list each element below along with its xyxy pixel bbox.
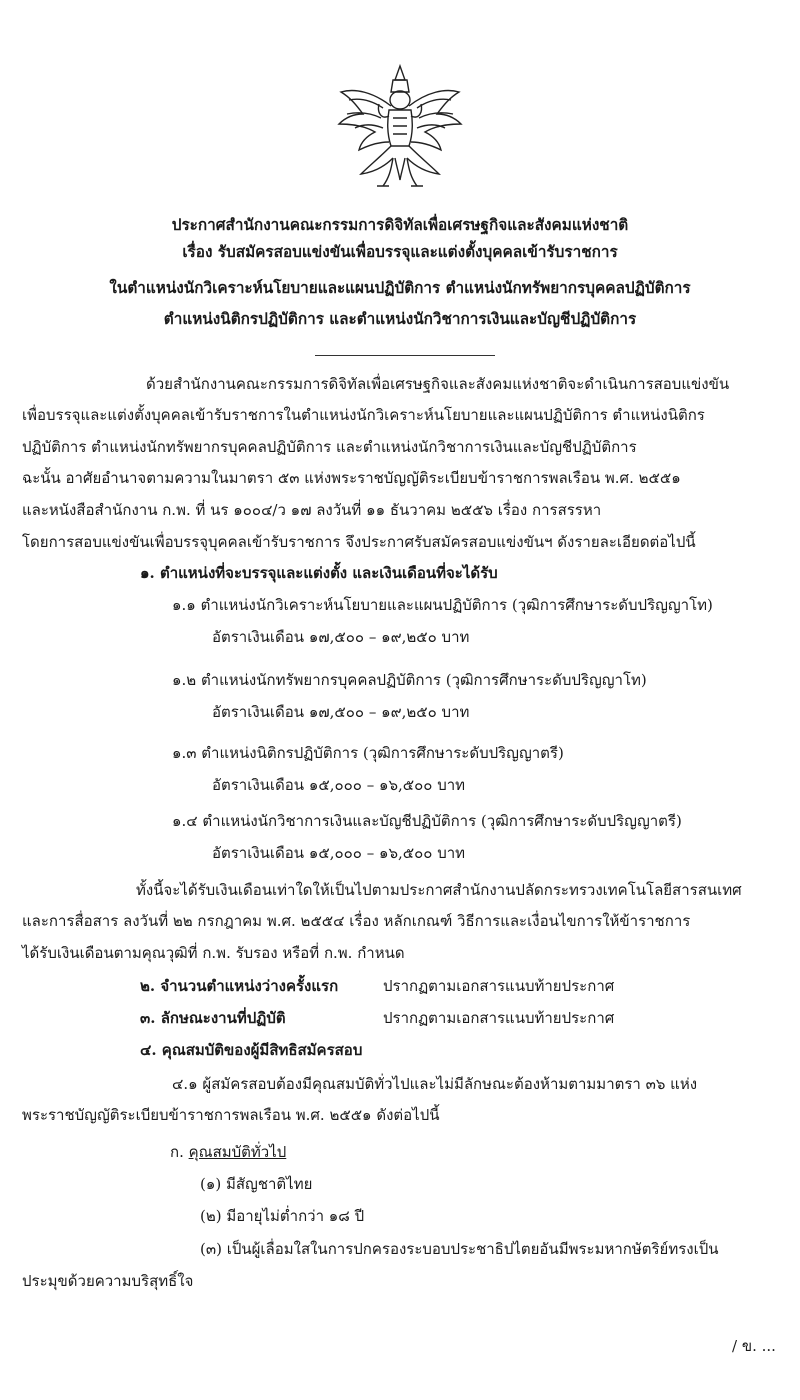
position-title: ๑.๒ ตำแหน่งนักทรัพยากรบุคคลปฏิบัติการ (วุฒิการศึกษาระดับปริญญาโท): [172, 671, 647, 689]
position-salary: อัตราเงินเดือน ๑๗,๕๐๐ – ๑๙,๒๕๐ บาท: [212, 703, 470, 721]
position-salary: อัตราเงินเดือน ๑๕,๐๐๐ – ๑๖,๕๐๐ บาท: [212, 776, 466, 794]
announcement-title-line-3: ในตำแหน่งนักวิเคราะห์นโยบายและแผนปฏิบัติการ ตำแหน่งนักทรัพยากรบุคคลปฏิบัติการ: [109, 278, 691, 297]
next-page-marker: / ข. ...: [732, 1337, 776, 1355]
position-title: ๑.๔ ตำแหน่งนักวิชาการเงินและบัญชีปฏิบัติการ (วุฒิการศึกษาระดับปริญญาตรี): [172, 812, 682, 830]
announcement-title-line-4: ตำแหน่งนิติกรปฏิบัติการ และตำแหน่งนักวิชาการเงินและบัญชีปฏิบัติการ: [163, 309, 637, 328]
section-4-heading: ๔. คุณสมบัติของผู้มีสิทธิสมัครสอบ: [140, 1041, 363, 1059]
salary-note-line: ทั้งนี้จะได้รับเงินเดือนเท่าใดให้เป็นไปตามประกาศสำนักงานปลัดกระทรวงเทคโนโลยีสารสนเทศ: [136, 881, 742, 899]
section-3-heading: ๓. ลักษณะงานที่ปฏิบัติ: [140, 1009, 286, 1027]
qualification-item: (๓) เป็นผู้เลื่อมใสในการปกครองระบอบประชาธิปไตยอันมีพระมหากษัตริย์ทรงเป็น: [200, 1240, 719, 1258]
intro-line: เพื่อบรรจุและแต่งตั้งบุคคลเข้ารับราชการในตำแหน่งนักวิเคราะห์นโยบายและแผนปฏิบัติการ ตำแหน่งนิติกร: [22, 406, 705, 424]
qualification-item: (๒) มีอายุไม่ต่ำกว่า ๑๘ ปี: [200, 1207, 365, 1225]
position-title: ๑.๑ ตำแหน่งนักวิเคราะห์นโยบายและแผนปฏิบัติการ (วุฒิการศึกษาระดับปริญญาโท): [172, 596, 713, 614]
subheading-text: คุณสมบัติทั่วไป: [188, 1143, 287, 1161]
title-divider: [315, 355, 495, 356]
section-4-paragraph-line: พระราชบัญญัติระเบียบข้าราชการพลเรือน พ.ศ. ๒๕๕๑ ดังต่อไปนี้: [22, 1106, 440, 1124]
salary-note-line: และการสื่อสาร ลงวันที่ ๒๒ กรกฎาคม พ.ศ. ๒๕๕๔ เรื่อง หลักเกณฑ์ วิธีการและเงื่อนไขการให้ข้าราชการ: [22, 912, 691, 930]
intro-line: และหนังสือสำนักงาน ก.พ. ที่ นร ๑๐๐๔/ว ๑๗ ลงวันที่ ๑๑ ธันวาคม ๒๕๕๖ เรื่อง การสรรหา: [22, 501, 602, 519]
qualification-item-continuation: ประมุขด้วยความบริสุทธิ์ใจ: [22, 1272, 194, 1290]
garuda-emblem-icon: [333, 62, 468, 192]
announcement-title-line-1: ประกาศสำนักงานคณะกรรมการดิจิทัลเพื่อเศรษฐกิจและสังคมแห่งชาติ: [171, 215, 629, 234]
position-salary: อัตราเงินเดือน ๑๕,๐๐๐ – ๑๖,๕๐๐ บาท: [212, 844, 466, 862]
intro-line: ด้วยสำนักงานคณะกรรมการดิจิทัลเพื่อเศรษฐกิจและสังคมแห่งชาติจะดำเนินการสอบแข่งขัน: [146, 375, 730, 393]
qualification-item: (๑) มีสัญชาติไทย: [200, 1175, 313, 1193]
section-1-heading: ๑. ตำแหน่งที่จะบรรจุและแต่งตั้ง และเงินเดือนที่จะได้รับ: [140, 564, 498, 582]
announcement-title-line-2: เรื่อง รับสมัครสอบแข่งขันเพื่อบรรจุและแต่งตั้งบุคคลเข้ารับราชการ: [182, 242, 618, 261]
subheading-prefix: ก.: [170, 1143, 189, 1161]
general-qualifications-subheading: [170, 1141, 286, 1163]
intro-line: ปฏิบัติการ ตำแหน่งนักทรัพยากรบุคคลปฏิบัติการ และตำแหน่งนักวิชาการเงินและบัญชีปฏิบัติการ: [22, 438, 637, 456]
salary-note-line: ได้รับเงินเดือนตามคุณวุฒิที่ ก.พ. รับรอง หรือที่ ก.พ. กำหนด: [22, 944, 405, 962]
intro-line: โดยการสอบแข่งขันเพื่อบรรจุบุคคลเข้ารับราชการ จึงประกาศรับสมัครสอบแข่งขันฯ ดังรายละเอียดต่อไปนี้: [22, 533, 696, 551]
section-2-heading: ๒. จำนวนตำแหน่งว่างครั้งแรก: [140, 977, 339, 995]
section-3-value: ปรากฏตามเอกสารแนบท้ายประกาศ: [383, 1009, 615, 1027]
intro-line: ฉะนั้น อาศัยอำนาจตามความในมาตรา ๕๓ แห่งพระราชบัญญัติระเบียบข้าราชการพลเรือน พ.ศ. ๒๕๕๑: [22, 469, 681, 487]
section-4-paragraph-line: ๔.๑ ผู้สมัครสอบต้องมีคุณสมบัติทั่วไปและไม่มีลักษณะต้องห้ามตามมาตรา ๓๖ แห่ง: [172, 1075, 698, 1093]
position-salary: อัตราเงินเดือน ๑๗,๕๐๐ – ๑๙,๒๕๐ บาท: [212, 628, 470, 646]
section-2-value: ปรากฏตามเอกสารแนบท้ายประกาศ: [383, 977, 615, 995]
position-title: ๑.๓ ตำแหน่งนิติกรปฏิบัติการ (วุฒิการศึกษาระดับปริญญาตรี): [172, 744, 564, 762]
